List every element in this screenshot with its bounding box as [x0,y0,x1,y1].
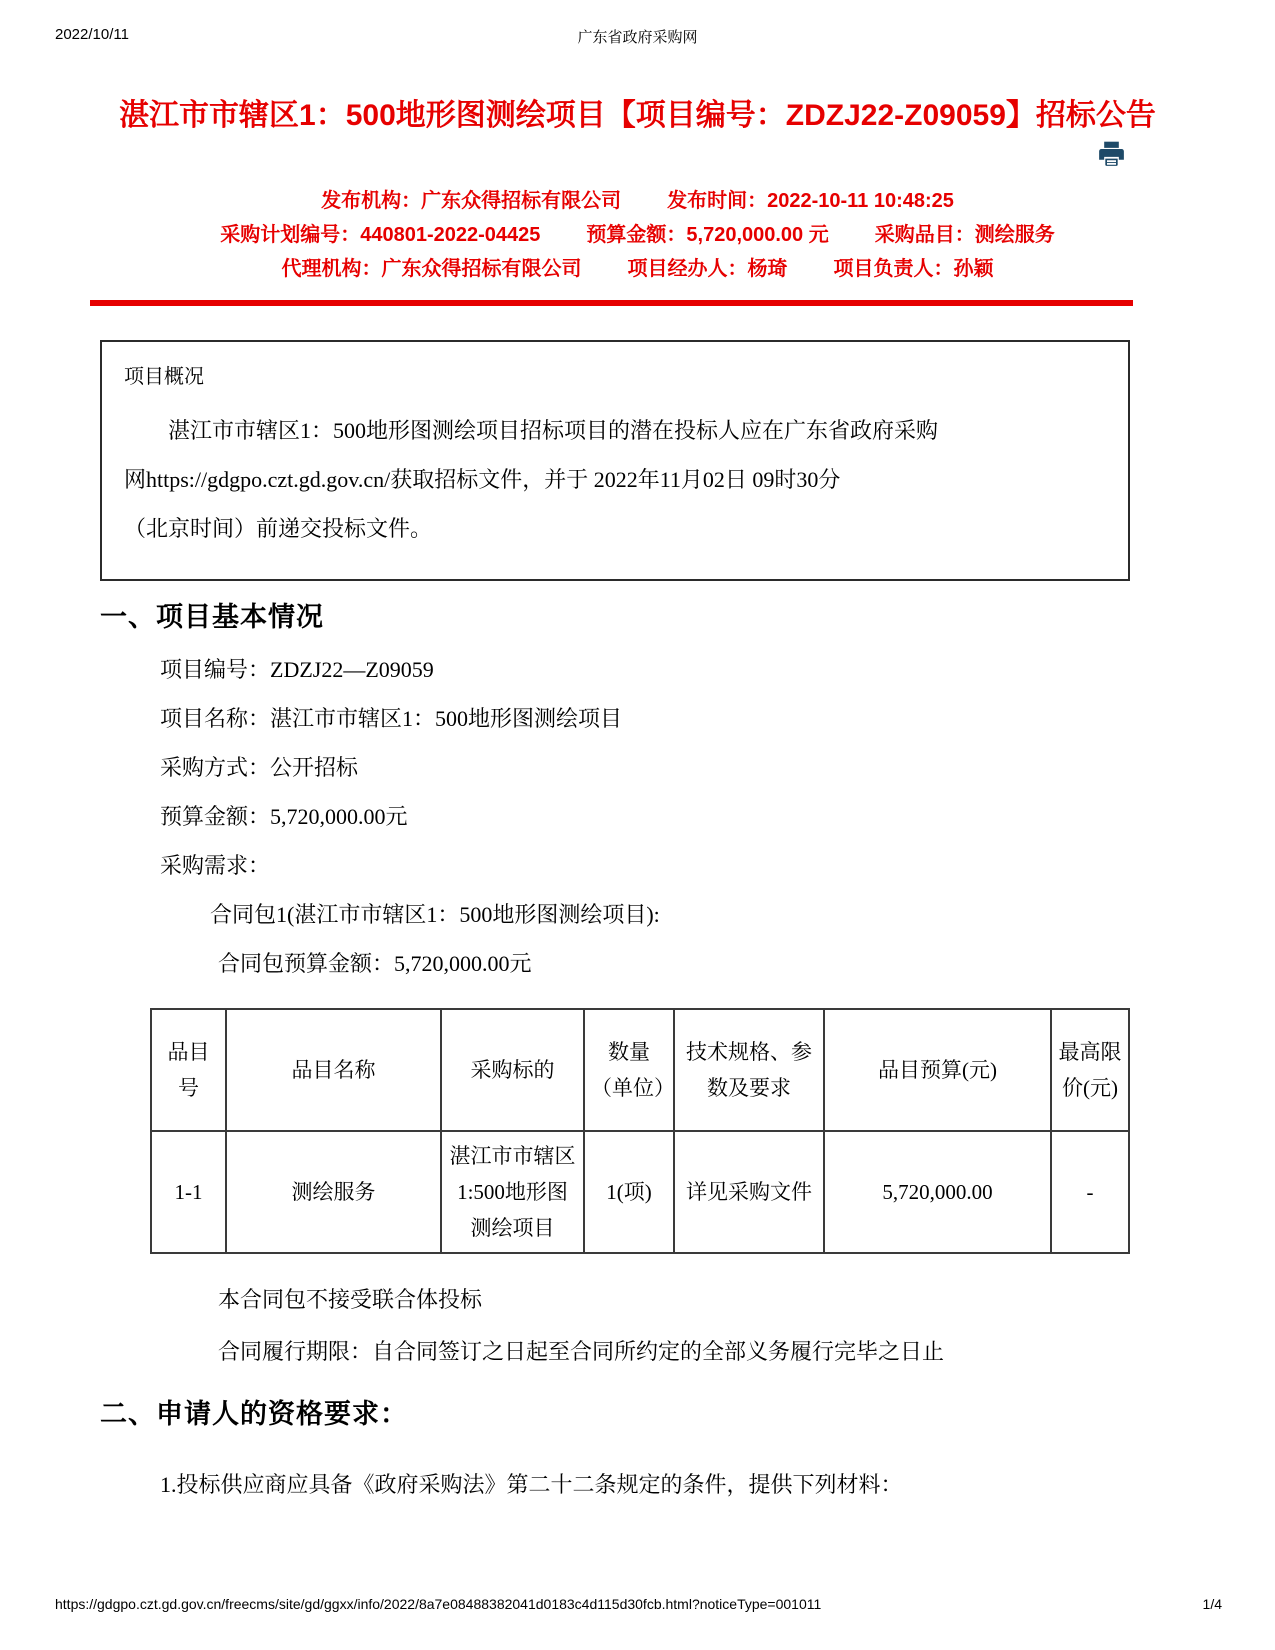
print-header [0,0,1275,50]
project-overview-box [100,340,1130,581]
col-quantity: 数量（单位） [584,1009,674,1131]
meta-line-1 [0,184,1275,218]
red-divider [90,300,1133,306]
section1-details [100,645,1130,890]
col-max-price: 最高限价(元) [1051,1009,1129,1131]
publisher: 发布机构：广东众得招标有限公司 [321,190,622,212]
print-date: 2022/10/11 [55,26,129,43]
cell-quantity: 1(项) [584,1131,674,1253]
section1-heading: 一、项目基本情况 [100,602,324,632]
budget: 预算金额：5,720,000.00元 [160,804,408,829]
cell-item-name: 测绘服务 [226,1131,441,1253]
contract-package-line: 合同包1(湛江市市辖区1：500地形图测绘项目): [210,902,660,927]
contract-package-budget: 合同包预算金额：5,720,000.00元 [218,951,532,976]
publish-time: 发布时间：2022-10-11 10:48:25 [667,190,954,212]
project-number: 项目编号：ZDZJ22—Z09059 [160,657,434,682]
table-row [151,1131,1129,1253]
print-footer [0,1596,1275,1616]
cell-item-budget: 5,720,000.00 [824,1131,1051,1253]
plan-number: 采购计划编号：440801-2022-04425 [220,224,541,246]
project-name: 项目名称：湛江市市辖区1：500地形图测绘项目 [160,706,623,731]
overview-line: （北京时间）前递交投标文件。 [124,516,433,541]
col-item-no: 品目号 [151,1009,226,1131]
section2-heading: 二、申请人的资格要求： [100,1399,408,1429]
overview-line: 湛江市市辖区1：500地形图测绘项目招标项目的潜在投标人应在广东省政府采购 [168,418,939,443]
procurement-demand: 采购需求： [160,853,271,878]
cell-tech-spec: 详见采购文件 [674,1131,824,1253]
col-item-budget: 品目预算(元) [824,1009,1051,1131]
qualification-item-1: 1.投标供应商应具备《政府采购法》第二十二条规定的条件，提供下列材料： [160,1472,903,1497]
budget-amount: 预算金额：5,720,000.00 元 [586,224,829,246]
site-name: 广东省政府采购网 [577,29,698,46]
project-handler: 项目经办人：杨琦 [627,258,788,280]
cell-item-no: 1-1 [151,1131,226,1253]
col-procurement-target: 采购标的 [441,1009,584,1131]
procurement-category: 采购品目：测绘服务 [874,224,1055,246]
cell-procurement-target: 湛江市市辖区1:500地形图测绘项目 [441,1131,584,1253]
contract-term-note: 合同履行期限：自合同签订之日起至合同所约定的全部义务履行完毕之日止 [218,1339,945,1364]
meta-line-3 [0,252,1275,286]
overview-heading: 项目概况 [124,366,204,388]
overview-line: 网https://gdgpo.czt.gd.gov.cn/获取招标文件，并于 2022年11月02日 09时30分 [124,467,841,492]
table-header-row [151,1009,1129,1131]
agency: 代理机构：广东众得招标有限公司 [281,258,582,280]
notice-body [100,597,1130,1509]
items-table [150,1008,1130,1254]
procurement-method: 采购方式：公开招标 [160,755,359,780]
page-title: 湛江市市辖区1：500地形图测绘项目【项目编号：ZDZJ22-Z09059】招标公告 [119,99,1156,132]
package-notes [100,1274,1130,1378]
col-tech-spec: 技术规格、参数及要求 [674,1009,824,1131]
col-item-name: 品目名称 [226,1009,441,1131]
notice-meta [0,184,1275,286]
cell-max-price: - [1051,1131,1129,1253]
no-consortium-note: 本合同包不接受联合体投标 [218,1287,483,1312]
project-leader: 项目负责人：孙颖 [833,258,994,280]
printer-icon[interactable] [1098,140,1125,172]
footer-url: https://gdgpo.czt.gd.gov.cn/freecms/site/gd/ggxx/info/2022/8a7e08488382041d0183c4d115d30fcb.html?noticeType=001011 [55,1596,822,1612]
print-icon-row [0,140,1125,170]
page-number: 1/4 [1202,1596,1222,1612]
meta-line-2 [0,218,1275,252]
